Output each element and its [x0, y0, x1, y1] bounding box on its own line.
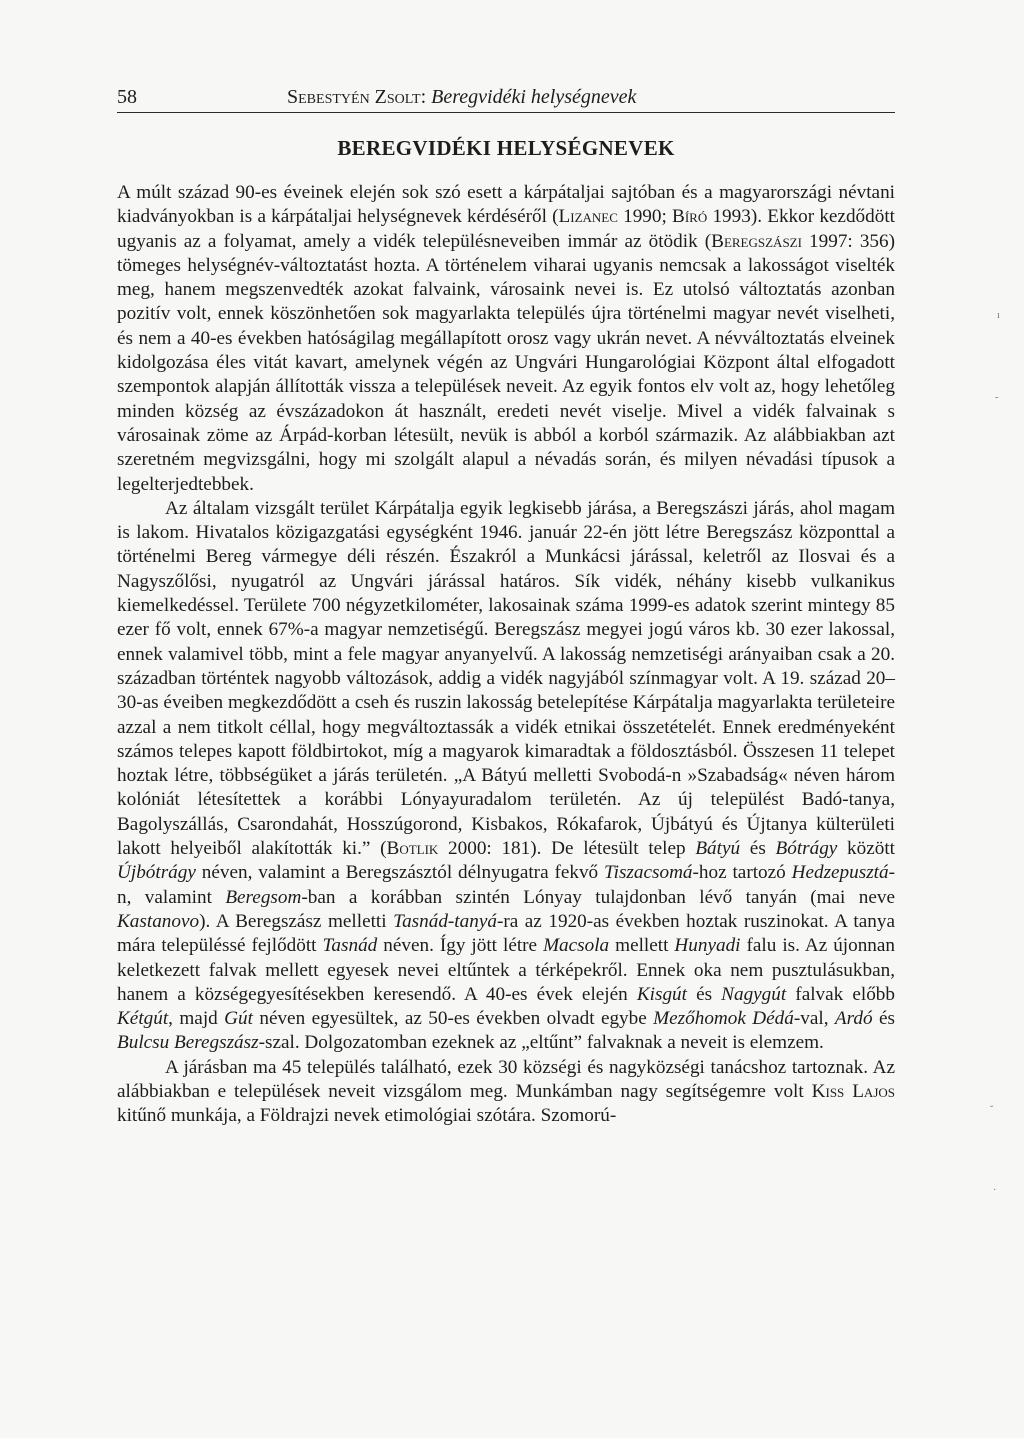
- place-name: Hedzepusztá: [791, 862, 889, 884]
- text-run: mellett: [609, 935, 675, 957]
- scan-speck: ı: [997, 310, 1000, 321]
- citation-author: Bíró: [672, 206, 708, 228]
- text-run: ). A Beregszász melletti: [199, 910, 394, 932]
- text-run: -hoz tartozó: [692, 862, 792, 884]
- place-name: Kétgút: [117, 1008, 169, 1030]
- text-run: -val,: [793, 1008, 835, 1030]
- place-name: Tasnád: [322, 935, 378, 957]
- place-name: Bótrágy: [775, 838, 838, 860]
- text-run: 1993). Ekkor kezdődött ugyanis az a folyamat, amely a vidék településneveiben immár az ötödik (: [117, 206, 895, 252]
- citation-author: Beregszászi: [711, 230, 802, 252]
- place-name: Nagygút: [721, 983, 787, 1005]
- text-run: 2000: 181). De létesült telep: [438, 838, 696, 860]
- paragraph-2: [117, 497, 895, 1056]
- text-run: Az általam vizsgált terület Kárpátalja egyik legkisebb járása, a Beregszászi járás, ahol magam is lakom. Hivatalos közigazgatási egységként 1946. január 22-én jött létre Beregszász központtal a történelmi Bereg vármegye déli részén. Északról a Munkácsi járással, keletről az Ilosvai és a Nagyszőlősi, nyugatról az Ungvári járással határos. Sík vidék, néhány kisebb vulkanikus kiemelkedéssel. Területe 700 négyzetkilométer, lakosainak száma 1999-es adatok szerint mintegy 85 ezer fő volt, ennek 67%-a magyar nemzetiségű. Beregszász megyei jogú város kb. 30 ezer lakossal, ennek valamivel több, mint a fele magyar anyanyelvű. A lakosság nemzetiségi arányaiban csak a 20. században történtek nagyobb változások, addig a vidék nagyjából színmagyar volt. A 19. század 20–30-as éveiben megkezdődött a cseh és ruszin lakosság betelepítése Kárpátalja magyarlakta területeire azzal a nem titkolt céllal, hogy megváltoztassák a vidék etnikai összetételét. Ennek eredményeként számos telepes kapott földbirtokot, míg a magyarok kimaradtak a földosztásból. Összesen 11 telepet hoztak létre, többségüket a járás területén. „A Bátyú melletti Svobodá-n »Szabadság« néven három kolóniát létesítettek a korábbi Lónyayuradalom területén. Az új települést Badó-tanya, Bagolyszállás, Csarondahát, Hosszúgorond, Kisbakos, Rókafarok, Újbátyú és Újtanya külterületi lakott helyeiből alakították ki.” (: [117, 497, 895, 860]
- place-name: Tasnád-tanyá: [393, 910, 497, 932]
- text-run: és: [872, 1008, 895, 1030]
- place-name: Ardó: [834, 1008, 873, 1030]
- text-run: és: [686, 983, 722, 1005]
- text-run: néven. Így jött létre: [377, 935, 544, 957]
- place-name: Kastanovo: [117, 910, 200, 932]
- place-name: Mezőhomok Dédá: [653, 1008, 794, 1030]
- text-run: néven, valamint a Beregszásztól délnyugatra fekvő: [195, 862, 605, 884]
- text-run: falu is. Az újonnan keletkezett falvak mellett egyesek nevei eltűntek a térképekről. Ennek oka nem pusztulásukban, hanem a községegyesítésekben keresendő. A 40-es évek elején: [117, 935, 896, 1005]
- text-run: néven egyesültek, az 50-es években olvadt egybe: [252, 1008, 654, 1030]
- citation-author: Kiss Lajos: [811, 1080, 895, 1102]
- place-name: Kisgút: [636, 983, 687, 1005]
- text-run: kitűnő munkája, a Földrajzi nevek etimológiai szótára. Szomorú-: [117, 1105, 617, 1127]
- text-run: falvak előbb: [786, 983, 895, 1005]
- text-run: -n, valamint: [117, 862, 895, 908]
- text-run: -szal. Dolgozatomban ezeknek az „eltűnt” falvaknak a neveit is elemzem.: [258, 1032, 824, 1054]
- text-run: A múlt század 90-es éveinek elején sok szó esett a kárpátaljai sajtóban és a magyarországi névtani kiadványokban is a kárpátaljai helységnevek kérdéséről (: [117, 182, 895, 228]
- citation-author: Botlik: [386, 838, 439, 860]
- text-run: A járásban ma 45 település található, ezek 30 községi és nagyközségi tanácshoz tartoznak. Az alábbiakban e települések neveit vizsgálom meg. Munkámban nagy segítségemre volt: [117, 1056, 895, 1102]
- place-name: Bulcsu Beregszász: [117, 1032, 259, 1054]
- citation-author: Lizanec: [558, 206, 618, 228]
- scan-speck: ˇ: [990, 1105, 994, 1116]
- place-name: Gút: [224, 1008, 253, 1030]
- running-title: [287, 82, 636, 112]
- text-run: , majd: [168, 1008, 225, 1030]
- running-head: [117, 82, 895, 113]
- author-name: Sebestyén Zsolt: [287, 86, 421, 108]
- page-number: 58: [117, 86, 137, 108]
- text-run: 1997: 356) tömeges helységnév-változtatást hozta. A történelem viharai ugyanis nemcsak a lakosságot viselték meg, hanem megszenvedték azokat falvaink, városaink nevei is. Ez utolsó változtatás azonban pozitív volt, ennek köszönhetően sok magyarlakta település újra történelmi magyar nevét viselheti, és nem a 40-es években hatóságilag megállapított orosz vagy ukrán nevet. A névváltoztatás elveinek kidolgozása éles vitát kavart, amelynek végén az Ungvári Hungarológiai Központ által elfogadott szempontok alapján állították vissza a települések neveit. Az egyik fontos elv volt az, hogy lehetőleg minden község az évszázadokon át használt, eredeti nevét viselje. Mivel a vidék falvainak s városainak zöme az Árpád-korban létesült, nevük is abból a korból származik. Az alábbiakban azt szeretném megvizsgálni, hogy mi szolgált alapul a névadás során, és milyen névadási típusok a legelterjedtebbek.: [117, 230, 895, 495]
- place-name: Bátyú: [695, 838, 741, 860]
- text-run: között: [837, 838, 895, 860]
- scan-speck: ·: [993, 1185, 997, 1196]
- text-run: 1990;: [617, 206, 673, 228]
- text-run: -ban a korábban szintén Lónyay tulajdonban lévő tanyán (mai neve: [301, 886, 895, 908]
- place-name: Újbótrágy: [117, 862, 196, 884]
- place-name: Hunyadi: [674, 935, 741, 957]
- page-content: [117, 82, 895, 1129]
- place-name: Beregsom: [225, 886, 302, 908]
- place-name: Macsola: [543, 935, 610, 957]
- paragraph-3: [117, 1056, 895, 1129]
- text-run: és: [740, 838, 776, 860]
- running-title-sep: :: [420, 86, 432, 108]
- place-name: Tiszacsomá: [604, 862, 693, 884]
- text-run: -ra az 1920-as években hoztak ruszinokat. A tanya mára településsé fejlődött: [117, 910, 895, 957]
- running-title-text: Beregvidéki helységnevek: [431, 86, 637, 108]
- scan-speck: -: [995, 392, 999, 403]
- article-title: BEREGVIDÉKI HELYSÉGNEVEK: [337, 136, 675, 160]
- paragraph-1: [117, 181, 895, 497]
